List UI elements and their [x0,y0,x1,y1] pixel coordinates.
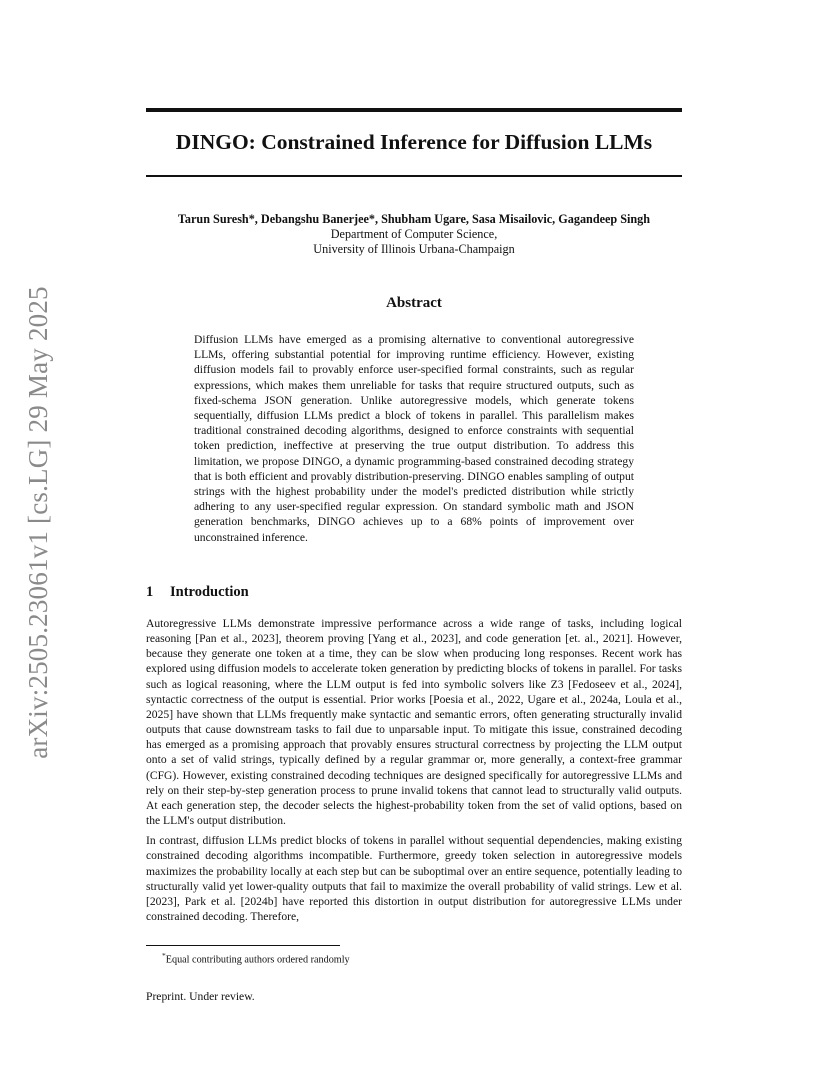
introduction-body [146,616,682,929]
abstract-heading: Abstract [386,295,442,311]
introduction-paragraph: Autoregressive LLMs demonstrate impressive performance across a wide range of tasks, including logical reasoning [Pan et al., 2023], theorem proving [Yang et al., 2023], and code generation [et. al., 2021]. However, because they generate one token at a time, they can be slow when producing long responses. Recent work has explored using diffusion models to accelerate token generation by predicting blocks of tokens in parallel. For tasks such as logical reasoning, where the LLM output is fed into symbolic solvers like Z3 [Fedoseev et al., 2024], syntactic correctness of the output is essential. Prior works [Poesia et al., 2022, Ugare et al., 2024a, Loula et al., 2025] have shown that LLMs frequently make syntactic and semantic errors, often generating structurally invalid outputs that cause downstream tasks to fail due to unparsable input. To mitigate this issue, constrained decoding has emerged as a promising approach that provably ensures structural correctness by projecting the LLM output onto a set of valid strings, typically defined by a regular grammar or, more generally, a context-free grammar (CFG). However, existing constrained decoding techniques are designed specifically for autoregressive LLMs and rely on their step-by-step generation process to prune invalid tokens that cannot lead to structurally valid outputs. At each generation step, the decoder selects the highest-probability token from the set of valid options, based on the LLM's output distribution. [146,617,682,828]
footnote-text: Equal contributing authors ordered randomly [165,954,350,966]
paper-title: DINGO: Constrained Inference for Diffusion LLMs [175,130,653,154]
arxiv-sidebar [18,285,58,759]
author-department: Department of Computer Science, [330,227,498,241]
author-names: Tarun Suresh*, Debangshu Banerjee*, Shubham Ugare, Sasa Misailovic, Gagandeep Singh [177,212,651,226]
venue-note: Preprint. Under review. [146,990,255,1003]
title-top-rule [146,108,682,112]
author-university: University of Illinois Urbana-Champaign [313,242,515,256]
footnote [162,949,682,966]
abstract-text: Diffusion LLMs have emerged as a promising alternative to conventional autoregressive LLMs, offering substantial potential for improving runtime efficiency. However, existing diffusion models fail to provably enforce user-specified formal constraints, such as regular expressions, which makes them unreliable for tasks that require structured outputs, such as fixed-schema JSON generation. Unlike autoregressive models, which generate tokens sequentially, diffusion LLMs predict a block of tokens in parallel. This parallelism makes traditional constrained decoding algorithms, designed to enforce constraints with sequential token prediction, ineffective at preserving the true output distribution. To address this limitation, we propose DINGO, a dynamic programming-based constrained decoding strategy that is both efficient and provably distribution-preserving. DINGO enables sampling of output strings with the highest probability under the model's predicted distribution while strictly adhering to any user-specified regular expression. On standard symbolic math and JSON generation benchmarks, DINGO achieves up to a 68% points of improvement over unconstrained inference. [194,333,634,544]
introduction-paragraph: In contrast, diffusion LLMs predict blocks of tokens in parallel without sequential dependencies, making existing constrained decoding algorithms incompatible. Furthermore, greedy token selection in autoregressive models maximizes the probability locally at each step but can be suboptimal over an entire sequence, potentially leading to structurally valid yet lower-quality outputs that fail to maximize the overall probability of valid strings. Lew et al. [2023], Park et al. [2024b] have reported this distortion in output distribution for autoregressive LLMs under constrained decoding. Therefore, [146,834,682,923]
arxiv-identifier: arXiv:2505.23061v1 [cs.LG] 29 May 2025 [22,285,53,759]
title-bottom-rule [146,175,682,177]
section-heading-introduction [146,584,682,601]
section-number: 1 [146,584,154,600]
author-block [120,212,708,257]
section-title: Introduction [170,584,249,600]
footnote-marker: * [162,951,166,960]
footnote-rule [146,945,340,946]
